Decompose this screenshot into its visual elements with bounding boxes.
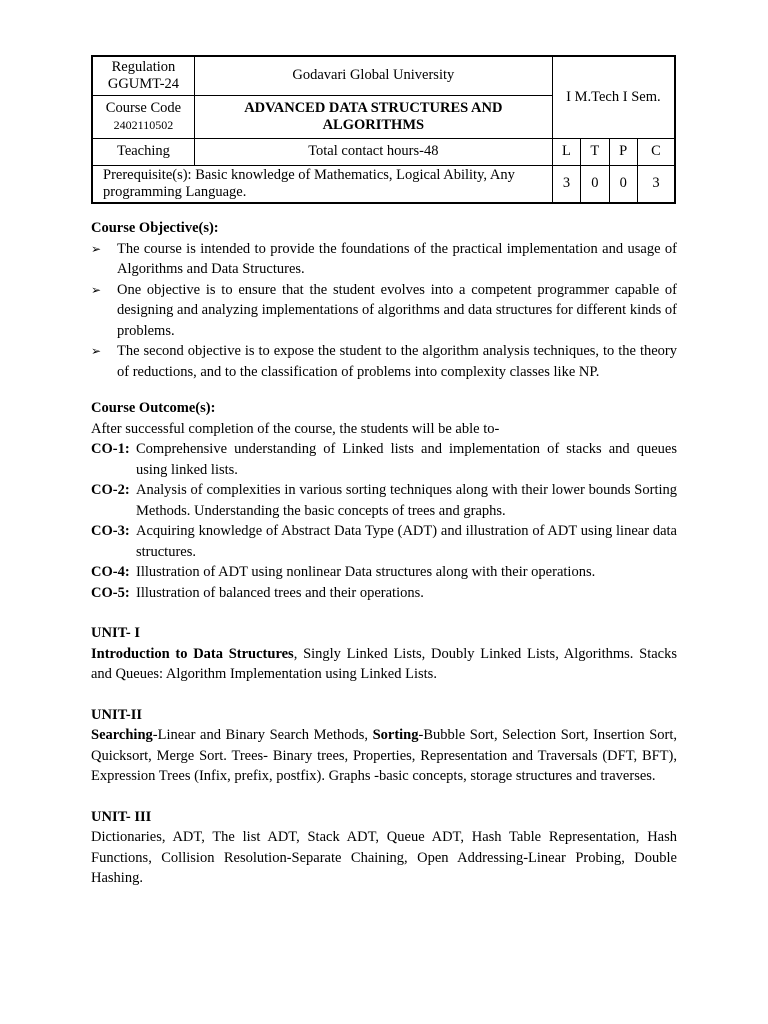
outcome-item [91, 583, 677, 604]
objective-text: The second objective is to expose the student to the algorithm analysis techniques, to the theory of reductions, and to the classification of problems into complexity classes like NP. [117, 343, 677, 380]
list-item [91, 341, 677, 382]
ltpc-header-p: P [609, 138, 637, 165]
unit2-title: UNIT-II [91, 706, 143, 723]
outcomes-intro: After successful completion of the course, the students will be able to- [91, 420, 500, 437]
outcome-label: CO-4: [91, 564, 130, 580]
outcome-text: Analysis of complexities in various sorting techniques along with their lower bounds Sorting Methods. Understanding the basic concepts of trees and graphs. [136, 482, 677, 519]
ltpc-header-l: L [552, 138, 580, 165]
outcomes-heading: Course Outcome(s): [91, 400, 216, 416]
outcome-text: Illustration of ADT using nonlinear Data structures along with their operations. [136, 564, 596, 580]
course-title [194, 95, 552, 138]
unit1-text: , Singly Linked Lists, Doubly Linked Lists, Algorithms. Stacks and Queues: Algorithm Implementation using Linked Lists. [91, 645, 677, 682]
semester-cell: I M.Tech I Sem. [552, 56, 675, 138]
objectives-list [91, 239, 677, 383]
contact-hours: Total contact hours-48 [194, 138, 552, 165]
arrow-bullet-icon: ➢ [91, 282, 102, 297]
arrow-bullet-icon: ➢ [91, 241, 102, 256]
unit1-title: UNIT- I [91, 625, 141, 641]
objective-text: The course is intended to provide the foundations of the practical implementation and usage of Algorithms and Data Structures. [117, 240, 677, 277]
list-item [91, 239, 677, 280]
course-title-line2: ALGORITHMS [322, 116, 425, 133]
arrow-bullet-icon: ➢ [91, 344, 102, 358]
regulation-cell [92, 56, 194, 95]
teaching-label: Teaching [92, 138, 194, 165]
regulation-value: GGUMT-24 [107, 75, 180, 92]
course-code-value: 2402110502 [113, 117, 174, 132]
ltpc-value-l: 3 [552, 165, 580, 203]
outcome-item [91, 439, 677, 480]
objectives-heading: Course Objective(s): [91, 220, 219, 236]
outcome-label: CO-2: [91, 482, 130, 498]
course-code-label: Course Code [105, 99, 182, 116]
ltpc-value-t: 0 [581, 165, 609, 203]
course-code-cell [92, 95, 194, 138]
list-item [91, 280, 677, 342]
outcome-item [91, 521, 677, 562]
unit2-text-2: -Bubble Sort, Selection Sort, Insertion Sort, Quicksort, Merge Sort. Trees- Binary trees, Properties, Representation and Traversals (DFT, BFT), Expression Trees (Infix, prefix, postfix). Graphs -basic concepts, storage structures and traverses. [91, 727, 678, 784]
ltpc-value-p: 0 [609, 165, 637, 203]
unit2-bold-searching: Searching [91, 727, 153, 743]
outcome-item [91, 480, 677, 521]
outcome-label: CO-3: [91, 523, 130, 539]
ltpc-value-c: 3 [637, 165, 675, 203]
course-header-table [91, 55, 676, 204]
unit2-text-1: -Linear and Binary Search Methods, [152, 727, 373, 743]
unit3-title: UNIT- III [91, 808, 152, 825]
prerequisites: Prerequisite(s): Basic knowledge of Mathematics, Logical Ability, Any programming Language. [92, 165, 552, 203]
course-title-line1: ADVANCED DATA STRUCTURES AND [244, 99, 503, 116]
ltpc-header-t: T [581, 138, 609, 165]
unit1-content [91, 644, 677, 685]
ltpc-header-c: C [637, 138, 675, 165]
outcome-label: CO-5: [91, 584, 130, 601]
unit2-bold-sorting: Sorting [372, 727, 419, 743]
outcome-text: Illustration of balanced trees and their operations. [136, 584, 424, 601]
outcome-item [91, 562, 677, 583]
outcome-text: Comprehensive understanding of Linked lists and implementation of stacks and queues using linked lists. [136, 441, 677, 478]
objective-text: One objective is to ensure that the student evolves into a competent programmer capable of designing and analyzing implementations of algorithms and data structures for different kinds of problems. [117, 281, 677, 339]
outcome-label: CO-1: [91, 441, 130, 457]
unit3-content: Dictionaries, ADT, The list ADT, Stack ADT, Queue ADT, Hash Table Representation, Hash Functions, Collision Resolution-Separate Chaining, Open Addressing-Linear Probing, Double Hashing. [91, 829, 677, 886]
university-name: Godavari Global University [194, 56, 552, 95]
syllabus-page [91, 55, 677, 889]
unit1-bold-topic: Introduction to Data Structures [91, 645, 294, 662]
regulation-label: Regulation [111, 58, 176, 75]
outcome-text: Acquiring knowledge of Abstract Data Type (ADT) and illustration of ADT using linear data structures. [136, 523, 677, 560]
unit2-content [91, 725, 677, 787]
